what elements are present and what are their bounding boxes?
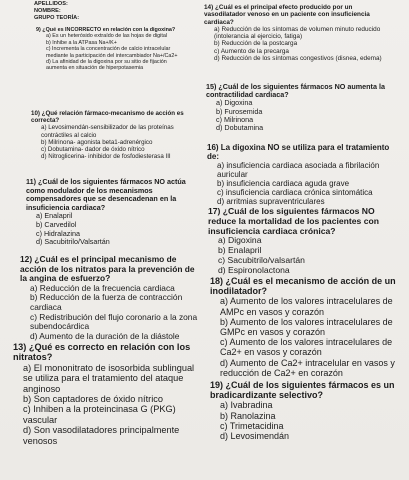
answer-option[interactable]: b) Reducción de la fuerza de contracción cardiaca: [30, 292, 183, 312]
question-13: [13, 342, 200, 446]
answer-option[interactable]: b) Son captadores de óxido nítrico: [23, 394, 163, 405]
answer-option[interactable]: c) Aumento de los valores intracelulares de Ca2+ en vasos y corazón: [220, 337, 393, 358]
question-12: [20, 255, 198, 341]
question-14: [204, 4, 394, 62]
question-9: [36, 27, 186, 72]
question-15: [206, 83, 396, 132]
question-stem: 10) ¿Qué relación fármaco-mecanismo de acción es correcta?: [31, 110, 184, 125]
answer-option[interactable]: a) Digoxina: [216, 98, 253, 108]
answer-option[interactable]: b) insuficiencia cardiaca aguda grave: [217, 179, 350, 188]
answer-option[interactable]: a) insuficiencia cardiaca asociada a fibrilación auricular: [217, 161, 380, 179]
answer-option[interactable]: d) Aumento de la duración de la diástole: [30, 330, 180, 341]
answer-option[interactable]: d) Reducción de los síntomas congestivos (disnea, edema): [214, 55, 382, 63]
answer-option[interactable]: c) Inhiben a la proteincinasa G (PKG) vascular: [23, 404, 176, 425]
answer-option[interactable]: d) Son vasodilatadores principalmente venosos: [23, 425, 180, 446]
question-stem: 16) La digoxina NO se utiliza para el tratamiento de:: [207, 143, 390, 161]
answer-option[interactable]: a) Ivabradina: [220, 400, 273, 411]
answer-option[interactable]: d) arritmias supraventriculares: [217, 197, 325, 206]
answer-option[interactable]: b) Reducción de la postcarga: [214, 40, 298, 48]
answer-option[interactable]: a) Digoxina: [218, 235, 262, 246]
question-10: [31, 110, 191, 160]
answer-option[interactable]: d) Levosimendán: [220, 431, 290, 442]
answer-option[interactable]: c) Sacubitrilo/valsartán: [218, 254, 305, 265]
answer-option[interactable]: b) Inhibe a la ATPasa Na+/K+: [46, 39, 117, 46]
answer-option[interactable]: a) Reducción de la frecuencia cardiaca: [30, 282, 175, 293]
answer-option[interactable]: c) Dobutamina- dador de óxido nítrico: [41, 146, 145, 154]
answer-option[interactable]: d) Espironolactona: [218, 264, 290, 275]
answer-option[interactable]: c) Incrementa la concentración de calcio intracelular mediante la participación del intercambiador Na+/Ca2+: [46, 46, 178, 59]
question-stem: 14) ¿Cuál es el principal efecto producido por un vasodilatador venoso en un paciente con insuficiencia cardiaca?: [204, 4, 370, 26]
answer-option[interactable]: c) Trimetacidina: [220, 420, 284, 431]
answer-option[interactable]: d) Sacubitrilo/Valsartán: [36, 237, 110, 247]
name-label: NOMBRE:: [34, 8, 61, 15]
question-stem: 11) ¿Cuál de los siguientes fármacos NO actúa como modulador de los mecanismos compensadores que se desencadenan en la insuficiencia cardiaca?: [26, 177, 186, 212]
student-header: [34, 1, 79, 23]
answer-option[interactable]: c) Aumento de la precarga: [214, 47, 289, 55]
theory-group-label: GRUPO TEORÍA:: [34, 15, 80, 22]
answer-option[interactable]: a) Aumento de los valores intracelulares de AMPc en vasos y corazón: [220, 296, 393, 317]
question-19: [210, 380, 402, 441]
question-stem: 19) ¿Cuál de los siguientes fármacos es un bradicardizante selectivo?: [210, 380, 395, 401]
answer-option[interactable]: b) Carvedilol: [36, 219, 77, 229]
answer-option[interactable]: a) El mononitrato de isosorbida sublingual se utiliza para el tratamiento del ataque anginoso: [23, 362, 195, 394]
answer-option[interactable]: d) Nitroglicerina- inhibidor de fosfodiesterasa III: [41, 153, 171, 161]
question-stem: 12) ¿Cuál es el principal mecanismo de acción de los nitratos para la prevención de la angina de esfuerzo?: [20, 254, 195, 284]
answer-option[interactable]: d) La afinidad de la digoxina por su sitio de fijación aumenta en situación de hiperpotasemia: [46, 59, 167, 72]
question-stem: 17) ¿Cuál de los siguientes fármacos NO reduce la mortalidad de los pacientes con insuficiencia cardiaca crónica?: [208, 206, 379, 236]
answer-option[interactable]: c) Redistribución del flujo coronario a la zona subendocárdica: [30, 311, 198, 332]
answer-option[interactable]: a) Es un heterósido extraído de las hojas de digital: [46, 33, 168, 40]
answer-option[interactable]: a) Enalapril: [36, 211, 73, 221]
answer-option[interactable]: a) Levosimendán-sensibilizador de las proteínas contráctiles al calcio: [41, 124, 174, 139]
question-17: [208, 207, 400, 276]
answer-option[interactable]: b) Enalapril: [218, 245, 262, 256]
answer-option[interactable]: b) Ranolazina: [220, 410, 276, 421]
answer-option[interactable]: a) Reducción de los síntomas de volumen minuto reducido (intolerancia al ejercicio, fatiga): [214, 25, 381, 41]
surname-label: APELLIDOS:: [34, 1, 68, 7]
answer-option[interactable]: b) Aumento de los valores intracelulares de GMPc en vasos y corazón: [220, 316, 393, 338]
answer-option[interactable]: c) insuficiencia cardiaca crónica sintomática: [217, 188, 373, 197]
answer-option[interactable]: d) Aumento de Ca2+ intracelular en vasos y reducción de Ca2+ en corazón: [220, 357, 395, 378]
question-18: [210, 276, 402, 378]
question-stem: 15) ¿Cuál de los siguientes fármacos NO aumenta la contractilidad cardiaca?: [206, 82, 385, 100]
question-16: [207, 143, 399, 206]
question-stem: 18) ¿Cuál es el mecanismo de acción de un inodilatador?: [210, 276, 396, 297]
answer-option[interactable]: b) Furosemida: [216, 106, 263, 116]
question-stem: 9) ¿Qué es INCORRECTO en relación con la digoxina?: [36, 27, 176, 33]
question-stem: 13) ¿Qué es correcto en relación con los nitratos?: [13, 342, 191, 363]
question-11: [26, 178, 194, 247]
answer-option[interactable]: c) Milrinona: [216, 114, 254, 124]
answer-option[interactable]: b) Milrinona- agonista beta1-adrenérgico: [41, 138, 153, 146]
answer-option[interactable]: d) Dobutamina: [216, 123, 264, 133]
answer-option[interactable]: c) Hidralazina: [36, 228, 80, 238]
